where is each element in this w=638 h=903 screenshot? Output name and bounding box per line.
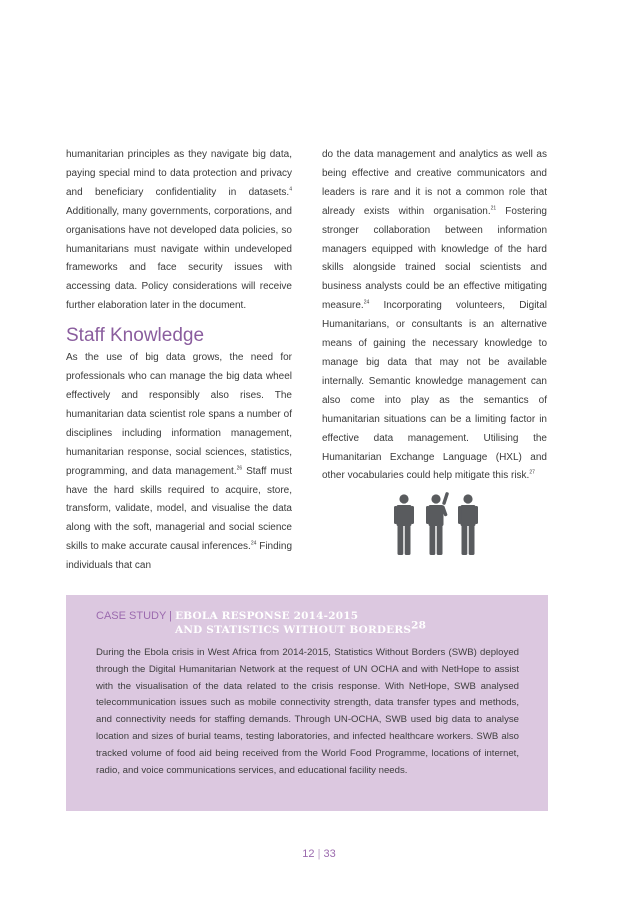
footnote-ref[interactable]: 24 <box>363 299 370 306</box>
footnote-ref[interactable]: 24 <box>250 540 257 547</box>
case-study-title <box>96 609 358 623</box>
page-separator: | <box>317 848 321 860</box>
footnote-ref[interactable]: 27 <box>529 470 535 477</box>
case-study-label: CASE STUDY | <box>96 610 176 622</box>
right-column <box>322 146 547 486</box>
current-page: 12 <box>302 848 315 860</box>
left-paragraph-2: As the use of big data grows, the need for professionals who can manage the big data wheel effectively and responsibly also rises. The humanitarian data scientist role spans a number of disciplines including information management, humanitarian response, social sciences, statistics, programming, and data management.$^{26}$ Staff must have the hard skills required to acquire, store, transform, validate, model, and visualise the data along with the soft, managerial and social science skills to make accurate causal inferences.$^{24}$ Finding individuals that can <box>66 352 293 572</box>
page-number <box>0 848 638 860</box>
case-study-body: During the Ebola crisis in West Africa from 2014-2015, Statistics Without Borders (SWB) deployed through the Digital Humanitarian Network at the request of UN OCHA and with NetHope to assist with the visualisation of the data related to the crisis response. With NetHope, SWB analysed telecommunication issues such as mobile connectivity strength, data transfer types and methods, and connectivity needs for staffing demands. Through UN-OCHA, SWB used big data to analyse location and sizes of burial teams, testing laboratories, and infected healthcare workers. SWB also tracked volume of food aid being received from the World Food Programme, locations of internet, radio, and voice communications services, and educational facility needs. <box>96 647 519 776</box>
footnote-ref[interactable]: 4 <box>289 186 292 193</box>
right-paragraph: do the data management and analytics as well as being effective and creative communicators and leaders is rare and it is not a common role that already exists within organisation.$^{21}$ Fostering stronger collaboration between information managers equipped with knowledge of the hard skills alongside trained social scientists and business analysts could be an effective mitigating measure.$^{24}$ Incorporating volunteers, Digital Humanitarians, or consultants is an alternative means of gaining the necessary knowledge to manage big data that may not be available internally. Semantic knowledge management can also come into play as the semantics of humanitarian situations can be a limiting factor in effective data management. Utilising the Humanitarian Exchange Language (HXL) and other vocabularies could help mitigate this risk.$^{27}$ <box>322 149 547 482</box>
section-heading-staff-knowledge: Staff Knowledge <box>66 325 205 347</box>
case-study-title-line-1: EBOLA RESPONSE 2014-2015 <box>175 610 359 622</box>
footnote-ref[interactable]: 28 <box>411 619 427 632</box>
footnote-ref[interactable]: 21 <box>490 205 497 212</box>
footnote-ref[interactable]: 26 <box>236 465 243 472</box>
people-icon <box>388 491 484 557</box>
case-study-title-line-2: AND STATISTICS WITHOUT BORDERS$^{28}$ <box>175 619 427 636</box>
left-paragraph-1: humanitarian principles as they navigate big data, paying special mind to data protection and privacy and beneficiary confidentiality in datasets.$^4$ Additionally, many governments, corporations, and organisations have not developed data policies, so humanitarians must navigate within undeveloped frameworks and face security issues with accessing data. Policy considerations will receive further elaboration later in the document. <box>66 149 292 312</box>
left-column <box>66 146 292 576</box>
total-pages: 33 <box>323 848 336 860</box>
case-study-box <box>66 595 548 811</box>
